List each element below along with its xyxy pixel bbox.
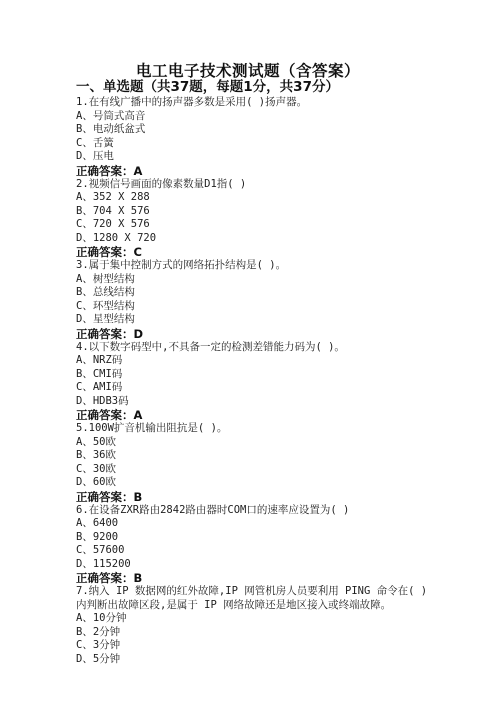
- option-d: D、1280 X 720: [76, 231, 157, 244]
- option-b: B、9200: [76, 530, 119, 543]
- option-d: D、压电: [76, 150, 114, 162]
- question-stem: 6.在设备ZXR路由2842路由器时COM口的速率应设置为( ): [76, 503, 350, 516]
- question-block-5: [76, 422, 436, 504]
- option-a: A、号筒式高音: [76, 109, 146, 122]
- option-c: C、30欧: [76, 462, 116, 475]
- correct-answer: 正确答案：A: [76, 163, 143, 178]
- question-block-6: [76, 504, 436, 586]
- option-a: A、NRZ码: [76, 354, 123, 366]
- question-block-4: [76, 341, 436, 423]
- option-b: B、电动纸盆式: [76, 123, 146, 135]
- option-b: B、总线结构: [76, 286, 135, 298]
- correct-answer: 正确答案：C: [76, 245, 142, 259]
- option-a: A、10分钟: [76, 612, 127, 624]
- option-c: C、720 X 576: [76, 218, 150, 230]
- option-c: C、环型结构: [76, 299, 135, 312]
- question-stem: 1.在有线广播中的扬声器多数是采用( )扬声器。: [76, 96, 308, 108]
- question-stem: 3.属于集中控制方式的网络拓扑结构是( )。: [76, 259, 287, 271]
- option-a: A、6400: [76, 517, 119, 529]
- question-stem: 4.以下数字码型中,不具备一定的检测差错能力码为( )。: [76, 340, 345, 353]
- option-d: D、HDB3码: [76, 394, 129, 407]
- document-title: 电工电子技术测试题（含答案）: [135, 62, 360, 80]
- question-block-3: [76, 259, 436, 341]
- option-b: B、CMI码: [76, 367, 123, 380]
- option-a: A、352 X 288: [76, 191, 150, 203]
- correct-answer: 正确答案：A: [76, 408, 143, 422]
- question-stem: 2.视频信号画面的像素数量D1指( ): [76, 177, 247, 190]
- option-b: B、704 X 576: [76, 204, 150, 217]
- correct-answer: 正确答案：B: [76, 571, 143, 585]
- question-block-1: [76, 96, 436, 178]
- option-b: B、36欧: [76, 449, 116, 461]
- option-d: D、60欧: [76, 476, 116, 488]
- option-d: D、5分钟: [76, 652, 121, 665]
- option-d: D、星型结构: [76, 313, 135, 325]
- option-a: A、树型结构: [76, 272, 135, 285]
- option-c: C、57600: [76, 544, 125, 556]
- option-a: A、50欧: [76, 435, 116, 448]
- option-d: D、115200: [76, 557, 131, 570]
- option-c: C、舌簧: [76, 136, 114, 149]
- question-stem: 5.100W扩音机输出阻抗是( )。: [76, 422, 228, 434]
- question-stem: 7.纳入 IP 数据网的红外故障,IP 网管机房人员要利用 PING 命令在( )内判断出故障区段,是属于 IP 网络故障还是地区接入或终端故障。: [76, 585, 428, 611]
- option-c: C、AMI码: [76, 381, 123, 393]
- section-header: 一、单选题（共37题，每题1分，共37分）: [76, 79, 339, 95]
- question-list: [76, 96, 436, 666]
- correct-answer: 正确答案：D: [76, 326, 144, 341]
- option-c: C、3分钟: [76, 639, 121, 651]
- correct-answer: 正确答案：B: [76, 489, 143, 504]
- option-b: B、2分钟: [76, 625, 121, 638]
- question-block-2: [76, 178, 436, 260]
- question-block-7: [76, 585, 436, 666]
